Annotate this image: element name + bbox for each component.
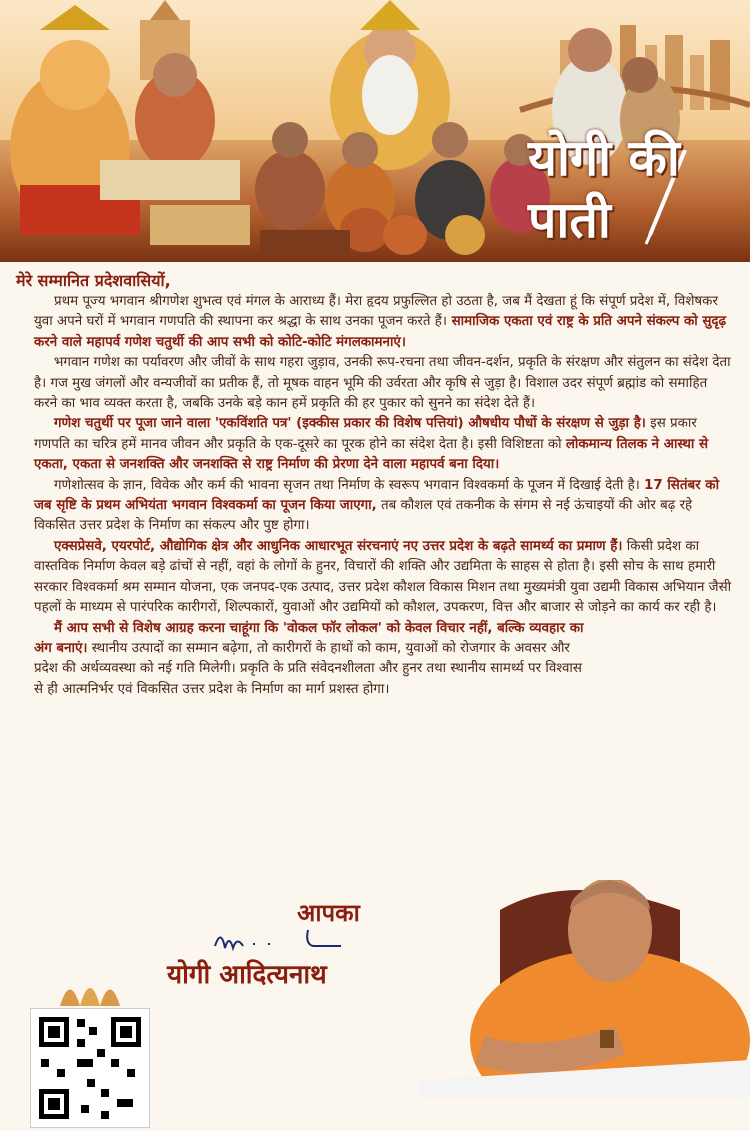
- qr-code-icon: [31, 1009, 149, 1127]
- paragraph-4: [34, 476, 734, 537]
- paragraph-3-text: इस प्रकार गणपति का चरित्र हमें मानव जीवन और प्रकृति के एक-दूसरे का पूरक होने का संदेश देता है। इसी विशिष्टता को: [34, 416, 697, 452]
- paragraph-5: [34, 537, 734, 619]
- paragraph-4-text-1: गणेशोत्सव के ज्ञान, विवेक और कर्म की भावना सृजन तथा निर्माण के स्वरूप भगवान विश्वकर्मा के पूजन में दिखाई देती है।: [54, 477, 645, 493]
- paragraph-3-highlight-2: लोकमान्य तिलक ने आस्था से एकता, एकता से जनशक्ति और जनशक्ति से राष्ट्र निर्माण की प्रेरणा देने वाला महापर्व बना दिया।: [34, 436, 709, 473]
- signatory-name: योगी आदित्यनाथ: [167, 960, 327, 990]
- qr-code[interactable]: [30, 1008, 150, 1128]
- signature-area: [0, 880, 750, 1098]
- letter-body: [16, 270, 734, 700]
- paragraph-6: [34, 619, 594, 701]
- banner-title: [528, 128, 738, 254]
- letter-greeting: मेरे सम्मानित प्रदेशवासियों,: [16, 271, 171, 290]
- handwritten-signature: [213, 926, 343, 956]
- chief-minister-photo: [420, 880, 750, 1098]
- paragraph-3: [34, 414, 734, 475]
- paragraph-6-highlight: मैं आप सभी से विशेष आग्रह करना चाहूंगा कि 'वोकल फॉर लोकल' को केवल विचार नहीं, बल्कि व्यवहार का अंग बनाएं।: [34, 620, 584, 656]
- banner-title-line-2: पाती: [528, 191, 611, 249]
- signoff-aapka: आपका: [297, 899, 360, 927]
- paragraph-1-highlight: सामाजिक एकता एवं राष्ट्र के प्रति अपने संकल्प को सुदृढ़ करने वाले महापर्व गणेश चतुर्थी की आप सभी को कोटि-कोटि मंगलकामनाएं।: [34, 314, 727, 350]
- paragraph-5-text: किसी प्रदेश का वास्तविक निर्माण केवल बड़े ढांचों से नहीं, वहां के लोगों के हुनर, विचारों की शक्ति और उद्यमिता के साहस से होता है। इसी सोच के साथ हमारी सरकार विश्वकर्मा श्रम सम्मान योजना, एक जनपद-एक उत्पाद, उत्तर प्रदेश कौशल विकास मिशन तथा मुख्यमंत्री युवा उद्यमी विकास अभियान जैसी पहलों के माध्यम से पारंपरिक कारीगरों, शिल्पकारों, युवाओं और उद्यमियों को कौशल, उपकरण, वित्त और बाजार से जोड़ने का कार्य कर रही है।: [34, 538, 732, 616]
- paragraph-1: [34, 292, 734, 353]
- paragraph-2-text: भगवान गणेश का पर्यावरण और जीवों के साथ गहरा जुड़ाव, उनकी रूप-रचना तथा जीवन-दर्शन, प्रकृति के संरक्षण और संतुलन का संदेश देता है। गज मुख जंगलों और वन्यजीवों का प्रतीक हैं, तो मूषक वाहन भूमि की उर्वरता और कृषि से जुड़ा है। विशाल उदर संपूर्ण ब्रह्मांड को समाहित करने का भाव व्यक्त करता है, जबकि उनके बड़े कान हमें प्रकृति की हर पुकार को सुनने का संदेश देते हैं।: [34, 355, 731, 412]
- paragraph-4-text-2: तब कौशल एवं तकनीक के संगम से नई ऊंचाइयों की ओर बढ़ रहे विकसित उत्तर प्रदेश के निर्माण का संकल्प और पुष्ट होगा।: [34, 498, 693, 534]
- banner-title-line-1: योगी की: [528, 129, 680, 187]
- paragraph-6-text: स्थानीय उत्पादों का सम्मान बढ़ेगा, तो कारीगरों के हाथों को काम, युवाओं को रोजगार के अवसर और प्रदेश की अर्थव्यवस्था को नई गति मिलेगी। प्रकृति के प्रति संवेदनशीलता और हुनर तथा स्थानीय सामर्थ्य पर विश्वास से ही आत्मनिर्भर एवं विकसित उत्तर प्रदेश के निर्माण का मार्ग प्रशस्त होगा।: [34, 640, 582, 697]
- paragraph-3-highlight-1: गणेश चतुर्थी पर पूजा जाने वाला 'एकविंशति पत्र' (इक्कीस प्रकार की विशेष पत्तियां) औषधीय पौधों के संरक्षण से जुड़ा है।: [54, 416, 646, 432]
- header-banner: [0, 0, 750, 262]
- paragraph-4-highlight: 17 सितंबर को जब सृष्टि के प्रथम अभियंता भगवान विश्वकर्मा का पूजन किया जाएगा,: [34, 477, 720, 514]
- paragraph-1-text: प्रथम पूज्य भगवान श्रीगणेश शुभत्व एवं मंगल के आराध्य हैं। मेरा हृदय प्रफुल्लित हो उठता है, जब मैं देखता हूं कि संपूर्ण प्रदेश में, विशेषकर युवा अपने घरों में भगवान गणपति की स्थापना कर श्रद्धा के साथ उनका पूजन करते हैं।: [34, 294, 718, 330]
- paragraph-5-highlight: एक्सप्रेसवे, एयरपोर्ट, औद्योगिक क्षेत्र और आधुनिक आधारभूत संरचनाएं नए उत्तर प्रदेश के बढ़ते सामर्थ्य का प्रमाण हैं।: [54, 538, 623, 554]
- paragraph-2: [34, 353, 734, 414]
- modak-icon: [55, 968, 125, 1008]
